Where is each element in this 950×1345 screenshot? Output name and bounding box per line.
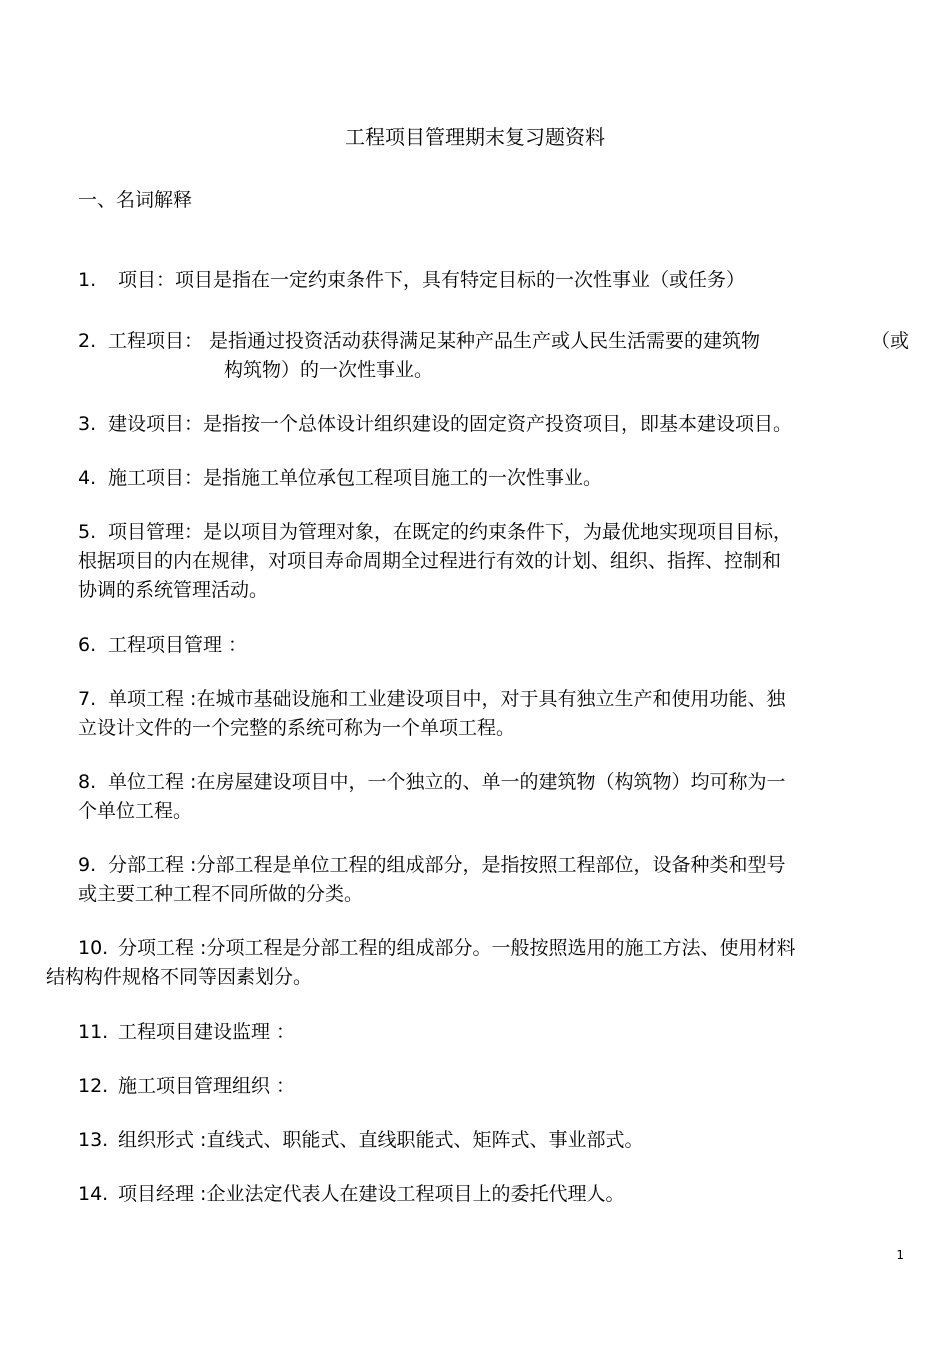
term-item-12	[78, 1072, 295, 1101]
item-number: 12.	[78, 1075, 109, 1097]
item-text: 组织形式 :直线式、职能式、直线职能式、矩阵式、事业部式。	[118, 1129, 644, 1151]
item-number: 1.	[78, 269, 97, 291]
item-text-line: 构筑物）的一次性事业。	[224, 359, 434, 381]
term-item-14	[78, 1180, 624, 1209]
item-text-line: 结构构件规格不同等因素划分。	[46, 966, 313, 988]
term-item-11	[78, 1018, 295, 1047]
item-text-line: 根据项目的内在规律，对项目寿命周期全过程进行有效的计划、组织、指挥、控制和	[78, 550, 782, 572]
item-text-continued: （或	[871, 330, 910, 352]
term-item-8	[78, 768, 785, 797]
item-number: 11.	[78, 1021, 109, 1043]
item-text: 单位工程 :在房屋建设项目中，一个独立的、单一的建筑物（构筑物）均可称为一	[108, 771, 786, 793]
document-title: 工程项目管理期末复习题资料	[345, 125, 605, 149]
item-number: 5.	[78, 521, 97, 543]
item-text: 项目：项目是指在一定约束条件下，具有特定目标的一次性事业（或任务）	[118, 269, 746, 291]
term-item-13	[78, 1126, 643, 1155]
page-number: 1	[896, 1248, 904, 1262]
term-item-10	[78, 934, 795, 963]
section-heading: 一、名词解释	[78, 189, 193, 211]
item-text: 施工项目：是指施工单位承包工程项目施工的一次性事业。	[108, 467, 603, 489]
term-item-2	[78, 327, 760, 356]
item-text: 分项工程 :分项工程是分部工程的组成部分。一般按照选用的施工方法、使用材料	[118, 937, 796, 959]
item-number: 4.	[78, 467, 97, 489]
item-number: 2.	[78, 330, 97, 352]
item-number: 8.	[78, 771, 97, 793]
item-number: 9.	[78, 854, 97, 876]
item-text: 施工项目管理组织 ：	[118, 1075, 296, 1097]
item-text: 工程项目建设监理 ：	[118, 1021, 296, 1043]
term-item-5	[78, 518, 792, 547]
item-text-line: 协调的系统管理活动。	[78, 579, 269, 601]
term-item-1	[78, 266, 745, 295]
item-text-line: 立设计文件的一个完整的系统可称为一个单项工程。	[78, 717, 516, 739]
item-number: 14.	[78, 1183, 109, 1205]
term-item-9	[78, 851, 785, 880]
item-number: 3.	[78, 413, 97, 435]
item-number: 7.	[78, 688, 97, 710]
item-number: 6.	[78, 634, 97, 656]
item-number: 10.	[78, 937, 109, 959]
item-text: 分部工程 :分部工程是单位工程的组成部分，是指按照工程部位，设备种类和型号	[108, 854, 786, 876]
term-item-3	[78, 410, 792, 439]
item-text: 项目经理 :企业法定代表人在建设工程项目上的委托代理人。	[118, 1183, 625, 1205]
item-number: 13.	[78, 1129, 109, 1151]
item-text-line: 或主要工种工程不同所做的分类。	[78, 883, 364, 905]
item-text-line: 个单位工程。	[78, 800, 193, 822]
term-item-7	[78, 685, 785, 714]
item-text: 建设项目：是指按一个总体设计组织建设的固定资产投资项目，即基本建设项目。	[108, 413, 793, 435]
item-text: 工程项目管理 ：	[108, 634, 248, 656]
term-item-6	[78, 631, 247, 660]
item-text: 项目管理：是以项目为管理对象，在既定的约束条件下，为最优地实现项目目标，	[108, 521, 793, 543]
item-text: 工程项目： 是指通过投资活动获得满足某种产品生产或人民生活需要的建筑物	[108, 330, 761, 352]
item-text: 单项工程 :在城市基础设施和工业建设项目中，对于具有独立生产和使用功能、独	[108, 688, 786, 710]
term-item-4	[78, 464, 602, 493]
